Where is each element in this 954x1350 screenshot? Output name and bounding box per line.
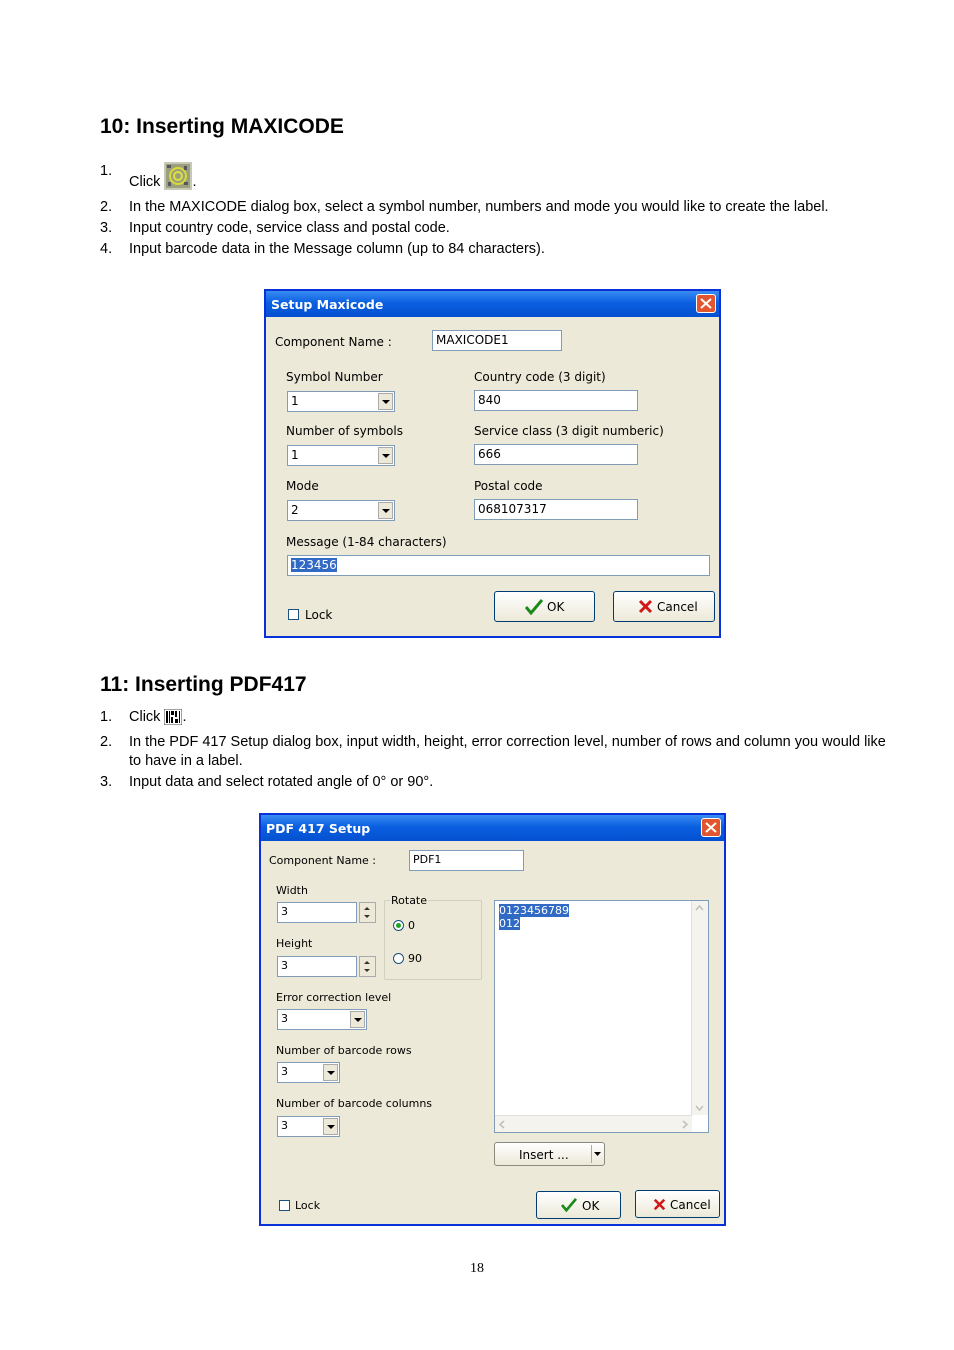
message-label: Message (1-84 characters) — [286, 535, 447, 549]
barcode-rows-select[interactable]: 3 — [277, 1062, 340, 1083]
scroll-right-icon[interactable] — [682, 1120, 688, 1129]
list-item: 4. Input barcode data in the Message column (up to 84 characters). — [100, 241, 545, 257]
service-class-input[interactable]: 666 — [474, 444, 638, 465]
width-spinner[interactable] — [359, 902, 376, 923]
number-of-symbols-label: Number of symbols — [286, 424, 403, 438]
cancel-x-icon — [638, 599, 653, 614]
chevron-down-icon[interactable] — [378, 447, 393, 464]
error-correction-select[interactable]: 3 — [277, 1009, 367, 1030]
barcode-columns-select[interactable]: 3 — [277, 1116, 340, 1137]
horizontal-scrollbar[interactable] — [495, 1115, 692, 1132]
pdf417-icon[interactable] — [164, 709, 182, 731]
country-code-input[interactable]: 840 — [474, 390, 638, 411]
postal-code-input[interactable]: 068107317 — [474, 499, 638, 520]
message-input[interactable]: 123456 — [287, 555, 710, 576]
checkmark-icon — [525, 599, 543, 615]
section-10-steps — [100, 162, 900, 261]
height-spinner[interactable] — [359, 956, 376, 977]
cancel-button[interactable]: Cancel — [613, 591, 715, 622]
list-item: 3. Input country code, service class and postal code. — [100, 220, 450, 236]
lock-label: Lock — [295, 1199, 321, 1212]
section-11-steps — [100, 708, 900, 794]
mode-label: Mode — [286, 479, 319, 493]
setup-maxicode-dialog — [264, 289, 721, 638]
rotate-group — [384, 900, 482, 980]
chevron-down-icon — [594, 1152, 601, 1157]
list-item: 1. Click . — [100, 708, 900, 731]
insert-dropdown-button[interactable]: Insert ... — [494, 1142, 605, 1166]
close-button[interactable] — [701, 818, 721, 837]
rotate-90-radio[interactable] — [393, 953, 404, 964]
rotate-label: Rotate — [391, 894, 428, 907]
height-input[interactable]: 3 — [277, 956, 357, 977]
error-correction-label: Error correction level — [276, 991, 392, 1004]
barcode-columns-label: Number of barcode columns — [276, 1097, 433, 1110]
list-item: 3. Input data and select rotated angle of 0° or 90°. — [100, 774, 434, 790]
country-code-label: Country code (3 digit) — [474, 370, 606, 384]
height-label: Height — [276, 937, 313, 950]
checkmark-icon — [561, 1198, 577, 1212]
cancel-button[interactable]: Cancel — [635, 1190, 720, 1218]
data-line-2: 012 — [499, 917, 520, 930]
cancel-x-icon — [653, 1198, 666, 1211]
scroll-up-icon[interactable] — [695, 905, 704, 911]
list-item: 1. Click . — [100, 162, 900, 196]
dialog-title: Setup Maxicode — [271, 297, 384, 312]
chevron-down-icon[interactable] — [378, 502, 393, 519]
section-11-heading: 11: Inserting PDF417 — [100, 673, 307, 696]
dialog-title-bar[interactable] — [261, 815, 724, 841]
section-10-heading: 10: Inserting MAXICODE — [100, 115, 344, 138]
mode-select[interactable]: 2 — [287, 500, 395, 521]
close-icon — [700, 298, 712, 309]
dialog-title: PDF 417 Setup — [266, 821, 371, 836]
component-name-input[interactable]: MAXICODE1 — [432, 330, 562, 351]
scroll-down-icon[interactable] — [695, 1105, 704, 1111]
chevron-down-icon[interactable] — [350, 1011, 365, 1028]
service-class-label: Service class (3 digit numberic) — [474, 424, 664, 438]
width-input[interactable]: 3 — [277, 902, 357, 923]
chevron-down-icon[interactable] — [323, 1118, 338, 1135]
barcode-data-textarea[interactable] — [494, 900, 709, 1133]
postal-code-label: Postal code — [474, 479, 543, 493]
list-item: 2. In the MAXICODE dialog box, select a symbol number, numbers and mode you would like to create the label. — [100, 199, 829, 215]
ok-button[interactable]: OK — [494, 591, 595, 622]
symbol-number-label: Symbol Number — [286, 370, 383, 384]
rotate-0-label: 0 — [408, 919, 415, 932]
rotate-90-label: 90 — [408, 952, 422, 965]
pdf417-setup-dialog — [259, 813, 726, 1226]
close-button[interactable] — [696, 294, 716, 313]
close-icon — [705, 822, 717, 833]
component-name-input[interactable]: PDF1 — [409, 850, 524, 871]
data-line-1: 0123456789 — [499, 904, 569, 917]
barcode-rows-label: Number of barcode rows — [276, 1044, 412, 1057]
maxicode-icon[interactable] — [164, 162, 192, 196]
list-item: 2. In the PDF 417 Setup dialog box, input width, height, error correction level, number of rows and column you would like to have in a label. — [100, 734, 886, 769]
lock-checkbox[interactable] — [279, 1200, 290, 1211]
vertical-scrollbar[interactable] — [691, 901, 708, 1115]
component-name-label: Component Name : — [269, 854, 377, 867]
number-of-symbols-select[interactable]: 1 — [287, 445, 395, 466]
width-label: Width — [276, 884, 308, 897]
lock-checkbox[interactable] — [288, 609, 299, 620]
lock-label: Lock — [305, 608, 333, 622]
symbol-number-select[interactable]: 1 — [287, 391, 395, 412]
ok-button[interactable]: OK — [536, 1191, 621, 1219]
scroll-left-icon[interactable] — [499, 1120, 505, 1129]
page-number: 18 — [470, 1261, 484, 1276]
component-name-label: Component Name : — [275, 335, 392, 349]
rotate-0-radio[interactable] — [393, 920, 404, 931]
dialog-title-bar[interactable] — [266, 291, 719, 317]
chevron-down-icon[interactable] — [323, 1064, 338, 1081]
chevron-down-icon[interactable] — [378, 393, 393, 410]
